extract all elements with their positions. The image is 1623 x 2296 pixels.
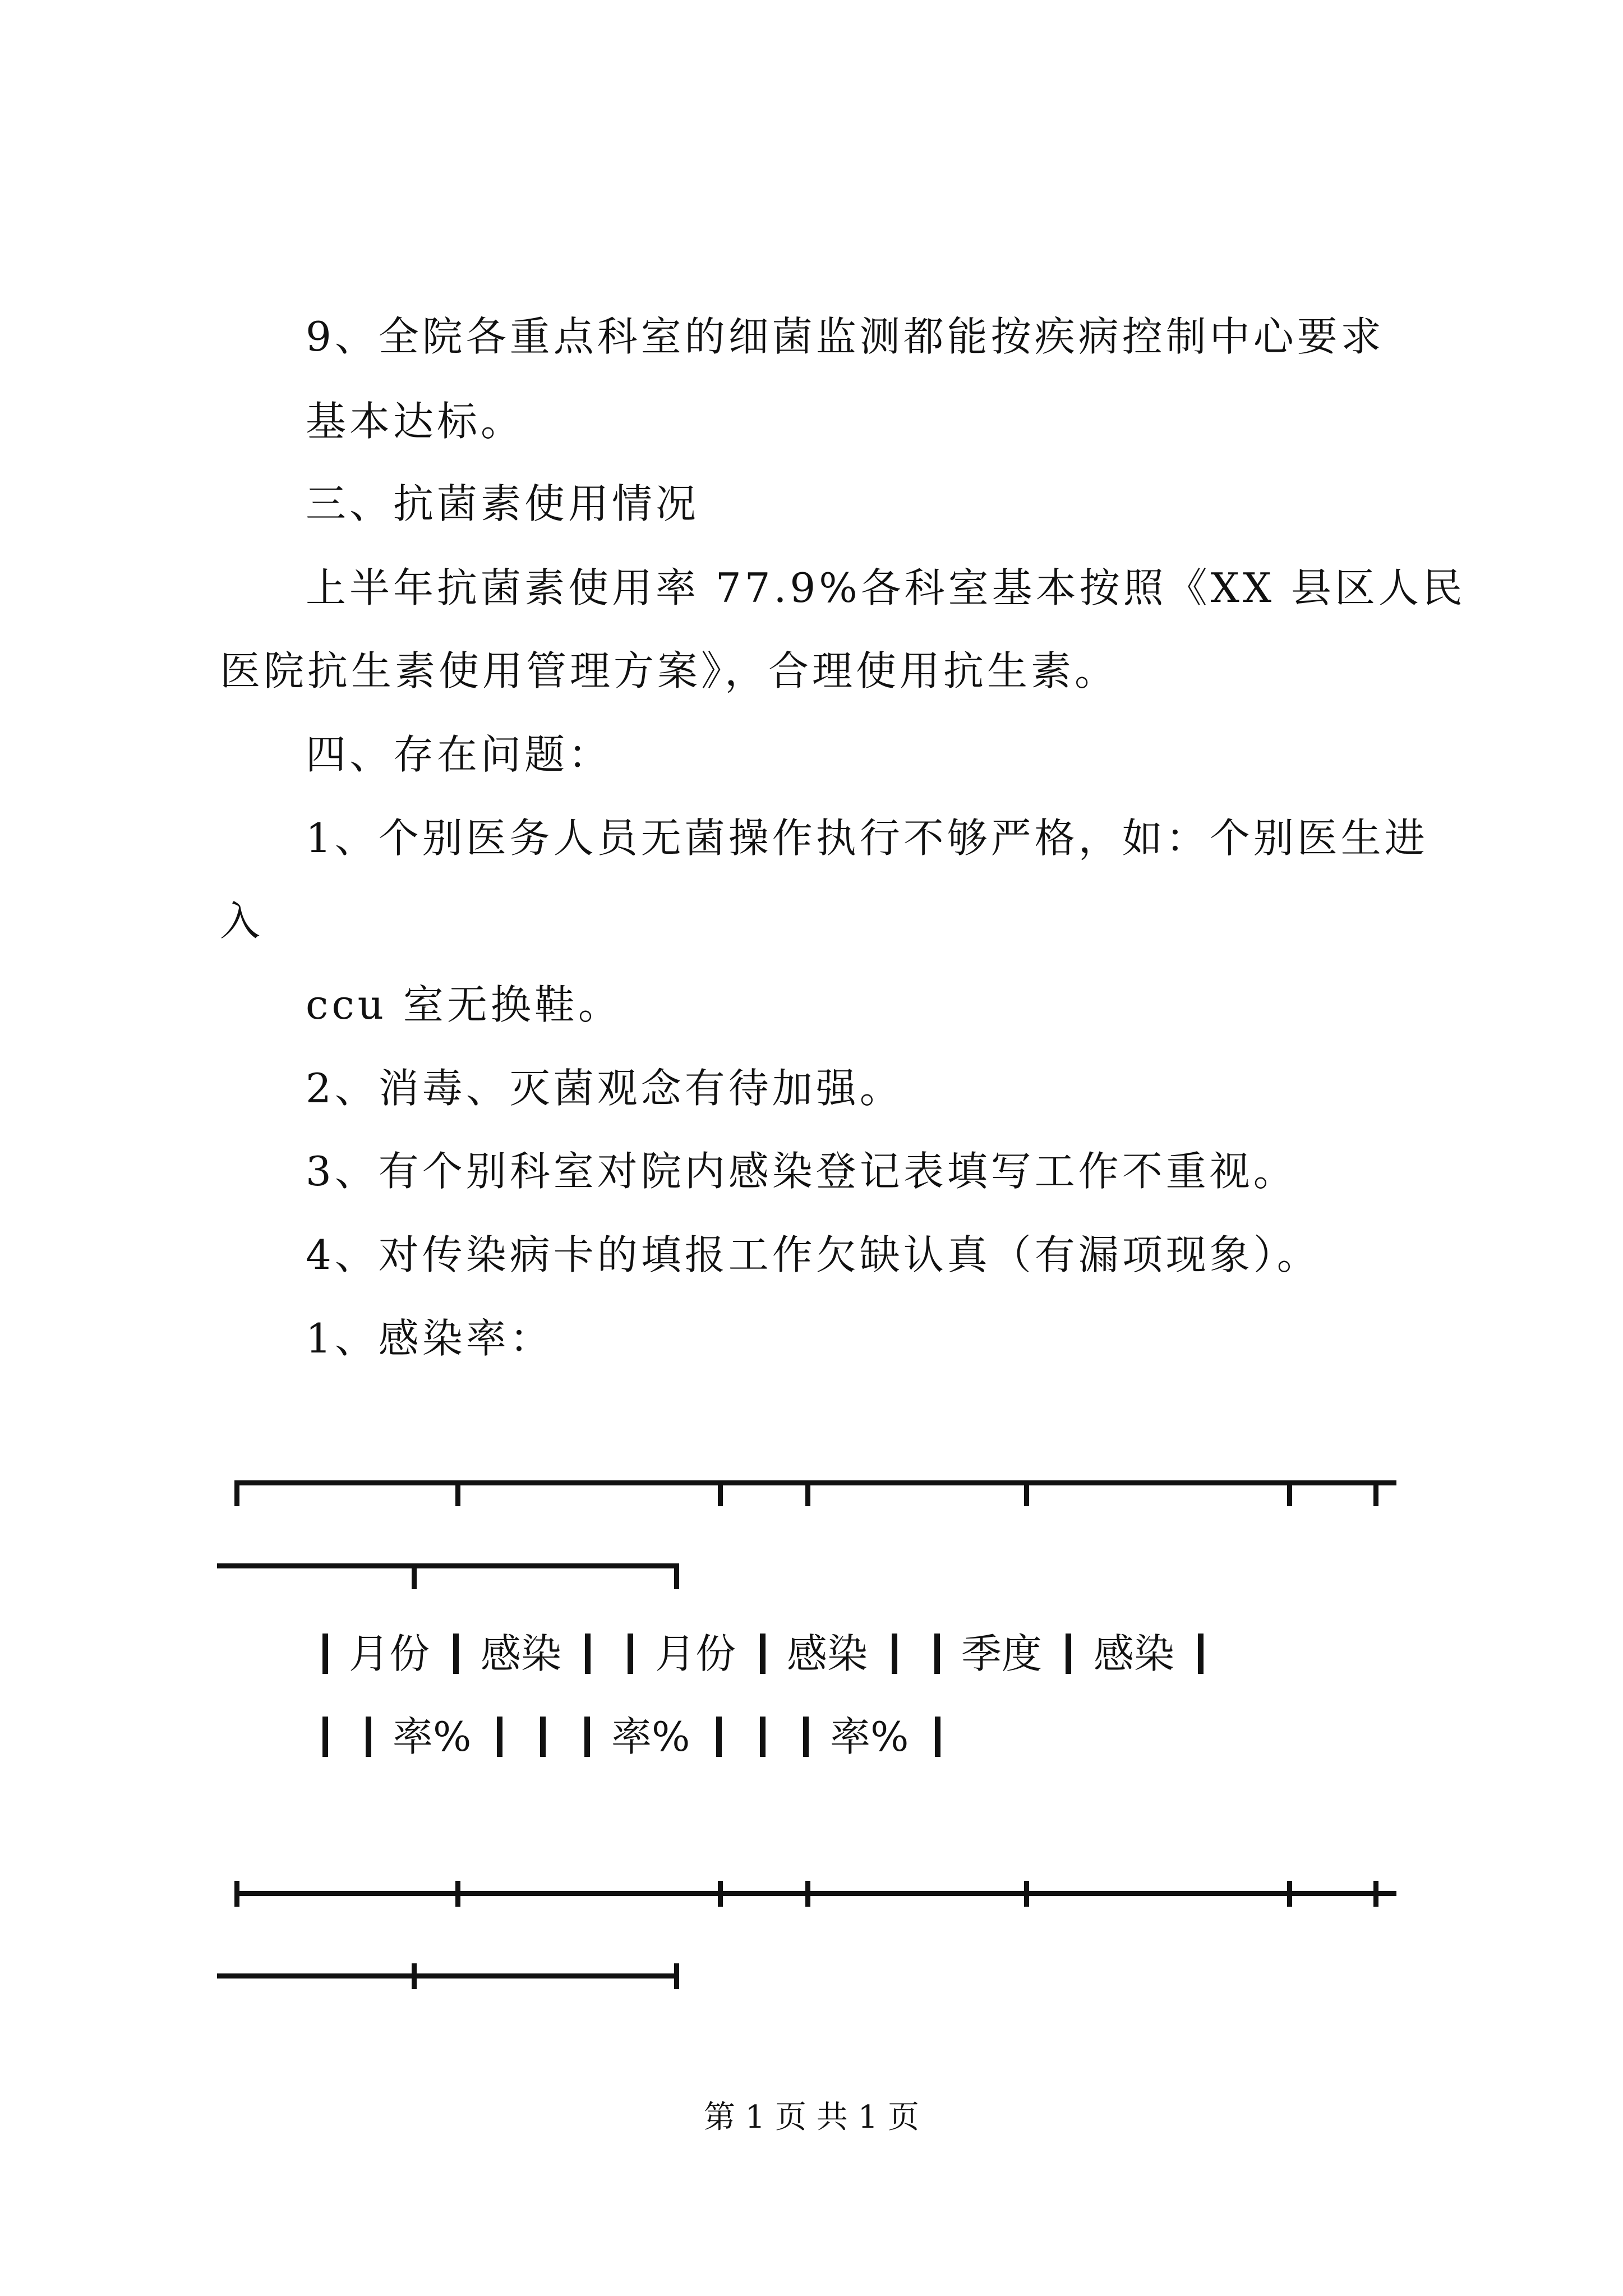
table-tick <box>455 1881 460 1907</box>
table-tick <box>674 1963 679 1989</box>
table-tick <box>718 1480 723 1506</box>
table-tick <box>412 1563 417 1589</box>
text-line: 医院抗生素使用管理方案》，合理使用抗生素。 <box>220 647 1119 694</box>
table-tick <box>674 1563 679 1589</box>
text-line: 9、全院各重点科室的细菌监测都能按疾病控制中心要求 <box>306 313 1385 360</box>
table-cell-divider <box>803 1717 809 1757</box>
table-header-cell: 率% <box>611 1713 690 1760</box>
table-tick <box>805 1480 810 1506</box>
text-line: ccu 室无换鞋。 <box>306 981 622 1028</box>
table-header-cell: 率% <box>830 1713 909 1760</box>
table-cell-divider <box>453 1634 459 1674</box>
text-line: 1、感染率： <box>306 1315 554 1362</box>
text-line: 基本达标。 <box>306 398 525 445</box>
table-cell-divider <box>934 1634 940 1674</box>
table-header-row <box>0 1710 1623 1764</box>
table-header-row <box>0 1627 1623 1681</box>
table-cell-divider <box>366 1717 371 1757</box>
text-line: 入 <box>220 898 264 945</box>
text-line: 3、有个别科室对院内感染登记表填写工作不重视。 <box>306 1148 1297 1195</box>
table-cell-divider <box>892 1634 897 1674</box>
table-cell-divider <box>584 1717 590 1757</box>
table-rule <box>217 1973 679 1978</box>
table-header-cell: 感染 <box>1094 1630 1175 1677</box>
table-header-cell: 月份 <box>655 1630 736 1677</box>
section-heading: 四、存在问题： <box>306 731 612 778</box>
table-header-cell: 感染 <box>481 1630 562 1677</box>
table-cell-divider <box>935 1717 940 1757</box>
table-cell-divider <box>585 1634 591 1674</box>
table-cell-divider <box>1066 1634 1071 1674</box>
table-tick <box>1373 1881 1378 1907</box>
text-line: 上半年抗菌素使用率 77.9%各科室基本按照《XX 县区人民 <box>306 564 1467 611</box>
table-rule <box>234 1891 1396 1896</box>
table-tick <box>1287 1881 1292 1907</box>
table-tick <box>412 1963 417 1989</box>
table-cell-divider <box>716 1717 722 1757</box>
table-tick <box>718 1881 723 1907</box>
table-tick <box>1024 1480 1029 1506</box>
text-line: 2、消毒、灭菌观念有待加强。 <box>306 1065 903 1112</box>
table-header-cell: 率% <box>393 1713 472 1760</box>
table-tick <box>1373 1480 1378 1506</box>
table-cell-divider <box>322 1634 328 1674</box>
table-cell-divider <box>1198 1634 1204 1674</box>
table-cell-divider <box>760 1717 766 1757</box>
table-rule <box>234 1480 1396 1485</box>
table-tick <box>805 1881 810 1907</box>
table-tick <box>234 1881 239 1907</box>
section-heading: 三、抗菌素使用情况 <box>306 480 700 527</box>
table-header-cell: 月份 <box>349 1630 430 1677</box>
text-line: 1、个别医务人员无菌操作执行不够严格，如：个别医生进 <box>306 815 1428 862</box>
table-header-cell: 感染 <box>787 1630 868 1677</box>
table-tick <box>1024 1881 1029 1907</box>
table-cell-divider <box>322 1717 328 1757</box>
text-line: 4、对传染病卡的填报工作欠缺认真（有漏项现象）。 <box>306 1231 1321 1278</box>
page-footer: 第 1 页 共 1 页 <box>703 2099 920 2136</box>
table-cell-divider <box>497 1717 502 1757</box>
table-tick <box>1287 1480 1292 1506</box>
table-rule <box>217 1563 679 1568</box>
table-cell-divider <box>628 1634 633 1674</box>
table-cell-divider <box>760 1634 766 1674</box>
table-tick <box>234 1480 239 1506</box>
table-cell-divider <box>540 1717 546 1757</box>
table-header-cell: 季度 <box>961 1630 1043 1677</box>
table-tick <box>455 1480 460 1506</box>
